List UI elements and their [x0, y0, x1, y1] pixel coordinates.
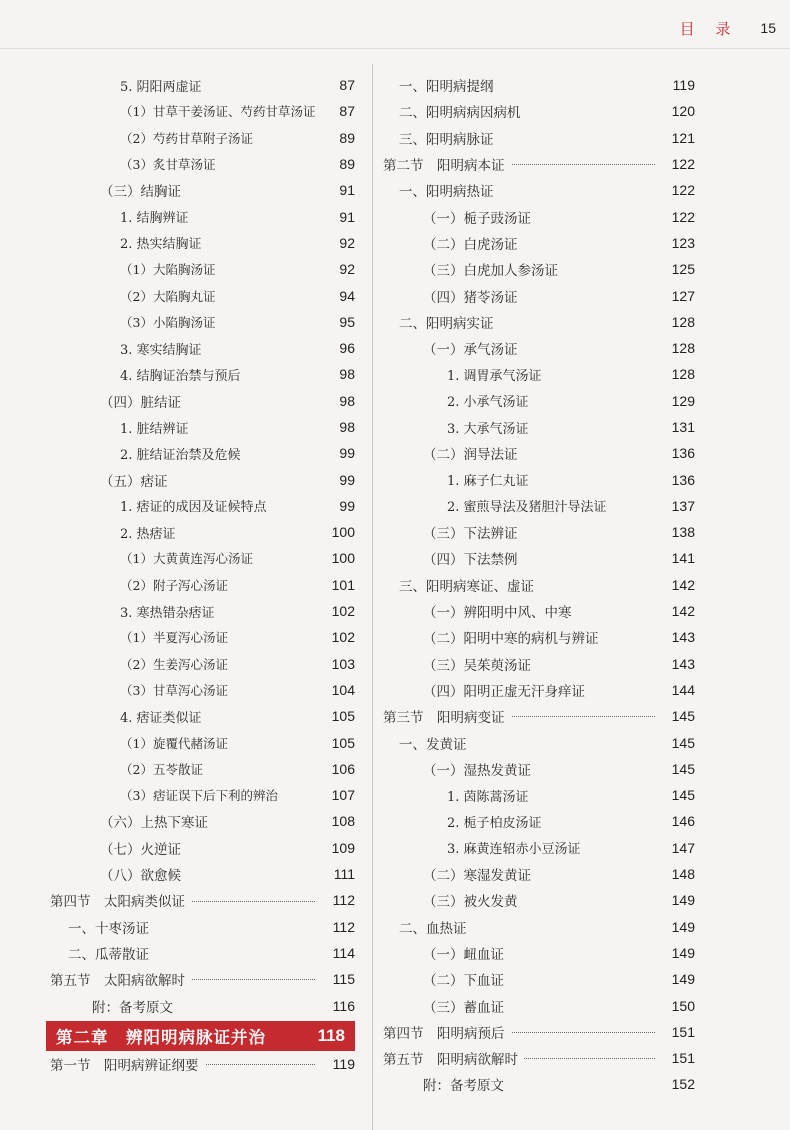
entry-title: （1）大陷胸汤证 [120, 262, 216, 278]
entry-title: （一）承气汤证 [423, 342, 518, 359]
toc-section [383, 151, 695, 177]
entry-page: 104 [331, 681, 355, 698]
entry-title: 4. 结胸证治禁与预后 [120, 368, 241, 384]
entry-title: 3. 寒实结胸证 [120, 342, 202, 358]
toc-entry [50, 177, 355, 203]
entry-title: 一、十枣汤证 [68, 920, 149, 937]
toc-entry [383, 177, 695, 203]
toc-section [50, 1051, 355, 1077]
entry-page: 147 [671, 839, 695, 856]
entry-page: 128 [671, 313, 695, 330]
entry-title: （六）上热下寒证 [100, 815, 208, 832]
entry-title: （一）衄血证 [423, 946, 504, 963]
entry-title: 1. 调胃承气汤证 [447, 368, 542, 384]
toc-entry [383, 598, 695, 624]
entry-title: 二、阳明病实证 [399, 315, 494, 332]
entry-page: 129 [671, 392, 695, 409]
entry-page: 89 [339, 129, 355, 146]
entry-title: （二）润导法证 [423, 447, 518, 464]
entry-title: （七）火逆证 [100, 841, 181, 858]
entry-page: 142 [671, 576, 695, 593]
toc-entry [50, 72, 355, 98]
toc-entry [383, 861, 695, 887]
entry-title: （3）甘草泻心汤证 [120, 682, 228, 698]
toc-entry [50, 203, 355, 229]
entry-page: 131 [671, 419, 695, 435]
toc-entry [50, 151, 355, 177]
entry-page: 116 [332, 997, 355, 1014]
header-page-number: 15 [760, 20, 776, 36]
entry-title: （二）白虎汤证 [423, 236, 518, 253]
toc-entry [50, 361, 355, 387]
entry-title: 第四节 太阳病类似证 [50, 890, 191, 910]
page-header [680, 16, 776, 40]
entry-page: 112 [332, 918, 355, 935]
toc-entry [383, 782, 695, 808]
toc-entry [50, 677, 355, 703]
entry-title: 二、血热证 [399, 920, 467, 937]
entry-title: 附：备考原文 [92, 999, 173, 1016]
toc-entry [383, 572, 695, 598]
entry-page: 145 [671, 760, 695, 777]
entry-title: （1）大黄黄连泻心汤证 [120, 551, 253, 567]
entry-title: （2）五苓散证 [120, 761, 203, 777]
toc-entry [50, 493, 355, 519]
toc-entry [50, 519, 355, 545]
entry-title: 附：备考原文 [423, 1078, 504, 1095]
entry-page: 137 [671, 497, 695, 514]
entry-page: 98 [339, 366, 355, 383]
toc-entry [383, 677, 695, 703]
toc-section [50, 887, 355, 913]
entry-title: （三）白虎加人参汤证 [423, 263, 558, 280]
toc-entry [50, 388, 355, 414]
entry-title: 三、阳明病脉证 [399, 131, 494, 148]
entry-page: 109 [331, 839, 355, 856]
toc-entry [50, 466, 355, 492]
entry-title: 1. 脏结辨证 [120, 421, 189, 437]
entry-page: 111 [333, 866, 355, 883]
toc-entry [383, 256, 695, 282]
toc-entry [383, 729, 695, 755]
entry-title: （1）半夏泻心汤证 [120, 630, 228, 646]
entry-page: 146 [671, 813, 695, 830]
entry-page: 99 [339, 497, 355, 514]
entry-title: 一、阳明病提纲 [399, 79, 494, 96]
toc-entry [383, 203, 695, 229]
entry-page: 149 [671, 971, 695, 988]
entry-title: （二）下血证 [423, 973, 504, 990]
entry-title: （1）旋覆代赭汤证 [120, 735, 228, 751]
entry-title: 2. 热痞证 [120, 526, 176, 542]
entry-page: 96 [339, 340, 355, 357]
entry-title: （2）芍药甘草附子汤证 [120, 130, 253, 146]
entry-page: 102 [331, 629, 355, 646]
toc-entry [50, 808, 355, 834]
entry-page: 121 [671, 129, 695, 146]
entry-page: 98 [339, 392, 355, 409]
entry-title: 二、阳明病病因病机 [399, 105, 521, 122]
entry-page: 91 [339, 182, 355, 199]
entry-page: 138 [671, 524, 695, 541]
entry-page: 142 [671, 603, 695, 620]
entry-page: 119 [672, 77, 695, 94]
toc-entry [383, 466, 695, 492]
toc-entry [383, 756, 695, 782]
entry-page: 127 [671, 287, 695, 304]
entry-title: （2）大陷胸丸证 [120, 288, 216, 304]
entry-page: 149 [671, 918, 695, 935]
entry-page: 92 [339, 234, 355, 251]
entry-page: 125 [671, 261, 695, 278]
entry-title: 第三节 阳明病变证 [383, 706, 511, 726]
entry-page: 143 [671, 629, 695, 646]
entry-page: 122 [666, 156, 695, 172]
entry-page: 136 [671, 445, 695, 462]
entry-page: 119 [327, 1056, 355, 1072]
entry-title: 5. 阴阳两虚证 [120, 79, 202, 95]
entry-title: （三）结胸证 [100, 184, 181, 201]
entry-title: （2）生姜泻心汤证 [120, 656, 228, 672]
toc-entry [383, 835, 695, 861]
toc-entry [383, 440, 695, 466]
entry-page: 106 [331, 760, 355, 777]
toc-entry [383, 519, 695, 545]
toc-entry [383, 966, 695, 992]
toc-entry [50, 335, 355, 361]
entry-title: （2）附子泻心汤证 [120, 577, 228, 593]
toc-entry [50, 98, 355, 124]
toc-entry [50, 440, 355, 466]
header-rule [0, 48, 790, 49]
toc-entry [383, 230, 695, 256]
entry-page: 89 [339, 156, 355, 173]
entry-page: 141 [671, 550, 695, 567]
entry-title: 4. 痞证类似证 [120, 710, 202, 726]
entry-page: 114 [332, 944, 355, 961]
entry-page: 100 [331, 550, 355, 567]
toc-entry [50, 414, 355, 440]
toc-section [50, 966, 355, 992]
toc-entry [383, 125, 695, 151]
entry-page: 152 [671, 1076, 695, 1093]
entry-title: （一）湿热发黄证 [423, 762, 531, 779]
toc-entry [383, 808, 695, 834]
toc-section [383, 1019, 695, 1045]
entry-page: 136 [671, 471, 695, 488]
entry-title: （三）被火发黄 [423, 894, 518, 911]
toc-entry [50, 756, 355, 782]
entry-page: 95 [339, 313, 355, 330]
toc-section [383, 703, 695, 729]
entry-title: 3. 大承气汤证 [447, 421, 529, 437]
toc-entry [383, 282, 695, 308]
entry-title: （五）痞证 [100, 473, 168, 490]
entry-title: （八）欲愈候 [100, 868, 181, 885]
toc-entry [383, 992, 695, 1018]
entry-page: 145 [671, 787, 695, 804]
entry-page: 99 [339, 445, 355, 462]
entry-page: 122 [671, 182, 695, 199]
toc-entry [50, 651, 355, 677]
entry-page: 107 [331, 787, 355, 804]
entry-page: 101 [331, 576, 355, 593]
entry-page: 123 [671, 234, 695, 251]
toc-entry [50, 729, 355, 755]
entry-page: 149 [671, 944, 695, 961]
toc-entry [50, 992, 355, 1018]
entry-title: 一、发黄证 [399, 736, 467, 753]
toc-entry [50, 598, 355, 624]
entry-title: 1. 结胸辨证 [120, 211, 189, 227]
entry-page: 120 [671, 103, 695, 120]
entry-title: 2. 蜜煎导法及猪胆汁导法证 [447, 500, 607, 516]
toc-entry [383, 335, 695, 361]
entry-page: 118 [317, 1025, 345, 1045]
entry-title: 第四节 阳明病预后 [383, 1022, 511, 1042]
entry-page: 87 [339, 77, 355, 94]
toc-entry [383, 98, 695, 124]
entry-page: 115 [327, 971, 355, 987]
entry-title: 三、阳明病寒证、虚证 [399, 578, 534, 595]
entry-title: （1）甘草干姜汤证、芍药甘草汤证 [120, 104, 316, 120]
entry-title: 第五节 太阳病欲解时 [50, 969, 191, 989]
entry-page: 102 [331, 603, 355, 620]
entry-page: 128 [671, 366, 695, 383]
toc-entry [50, 309, 355, 335]
entry-title: （二）阳明中寒的病机与辨证 [423, 631, 599, 648]
toc-chapter [46, 1021, 355, 1051]
entry-page: 91 [339, 208, 355, 225]
entry-title: （二）寒湿发黄证 [423, 868, 531, 885]
toc-entry [383, 414, 695, 440]
entry-title: （四）下法禁例 [423, 552, 518, 569]
toc-entry [383, 545, 695, 571]
entry-page: 94 [339, 287, 355, 304]
entry-page: 122 [671, 208, 695, 225]
entry-page: 145 [666, 708, 695, 724]
entry-title: 第二节 阳明病本证 [383, 154, 511, 174]
toc-entry [50, 572, 355, 598]
entry-title: 第五节 阳明病欲解时 [383, 1048, 524, 1068]
entry-page: 105 [331, 708, 355, 725]
toc-entry [50, 940, 355, 966]
toc-entry [50, 624, 355, 650]
toc-entry [383, 493, 695, 519]
entry-title: （一）栀子豉汤证 [423, 210, 531, 227]
header-title: 目 录 [679, 19, 739, 38]
entry-title: 2. 脏结证治禁及危候 [120, 447, 241, 463]
toc-entry [50, 782, 355, 808]
toc-entry [50, 282, 355, 308]
toc-entry [383, 624, 695, 650]
entry-page: 112 [327, 892, 355, 908]
entry-page: 148 [671, 866, 695, 883]
toc-entry [50, 914, 355, 940]
toc-entry [383, 887, 695, 913]
entry-title: 第一节 阳明病辨证纲要 [50, 1054, 205, 1074]
toc-entry [383, 1071, 695, 1097]
entry-title: （三）吴茱萸汤证 [423, 657, 531, 674]
toc-entry [50, 256, 355, 282]
toc-entry [383, 309, 695, 335]
entry-title: （四）脏结证 [100, 394, 181, 411]
entry-title: （四）猪苓汤证 [423, 289, 518, 306]
toc-entry [383, 72, 695, 98]
entry-page: 87 [339, 103, 355, 120]
toc-left-column [50, 72, 355, 1077]
entry-page: 144 [671, 681, 695, 698]
entry-title: （3）炙甘草汤证 [120, 157, 216, 173]
entry-page: 151 [666, 1024, 695, 1040]
toc-entry [383, 914, 695, 940]
entry-title: 1. 茵陈蒿汤证 [447, 789, 529, 805]
entry-page: 103 [331, 655, 355, 672]
entry-title: 第二章 辨阳明病脉证并治 [56, 1027, 266, 1047]
entry-page: 150 [671, 997, 695, 1014]
toc-right-column [383, 72, 695, 1098]
entry-page: 108 [331, 813, 355, 830]
toc-entry [50, 545, 355, 571]
entry-page: 99 [339, 471, 355, 488]
toc-entry [50, 703, 355, 729]
entry-page: 151 [666, 1050, 695, 1066]
entry-title: 2. 栀子柏皮汤证 [447, 815, 542, 831]
toc-section [383, 1045, 695, 1071]
entry-title: 二、瓜蒂散证 [68, 946, 149, 963]
entry-page: 105 [331, 734, 355, 751]
entry-title: （3）小陷胸汤证 [120, 314, 216, 330]
toc-entry [383, 388, 695, 414]
toc-entry [50, 230, 355, 256]
entry-title: 3. 麻黄连轺赤小豆汤证 [447, 842, 581, 858]
entry-page: 149 [671, 892, 695, 909]
entry-page: 92 [339, 261, 355, 278]
toc-entry [50, 125, 355, 151]
entry-page: 145 [671, 734, 695, 751]
entry-title: 一、阳明病热证 [399, 184, 494, 201]
entry-title: （3）痞证误下后下利的辨治 [120, 788, 278, 804]
entry-title: 2. 热实结胸证 [120, 237, 202, 253]
toc-entry [50, 835, 355, 861]
column-divider [372, 64, 373, 1130]
entry-title: （三）蓄血证 [423, 999, 504, 1016]
toc-entry [383, 361, 695, 387]
entry-page: 100 [331, 524, 355, 541]
toc-entry [383, 940, 695, 966]
toc-entry [383, 651, 695, 677]
entry-page: 98 [339, 419, 355, 435]
entry-title: （三）下法辨证 [423, 526, 518, 543]
entry-title: 2. 小承气汤证 [447, 395, 529, 411]
toc-entry [50, 861, 355, 887]
entry-title: （一）辨阳明中风、中寒 [423, 605, 572, 622]
entry-title: 1. 痞证的成因及证候特点 [120, 500, 267, 516]
entry-page: 128 [671, 340, 695, 357]
entry-page: 143 [671, 655, 695, 672]
entry-title: 1. 麻子仁丸证 [447, 474, 529, 490]
entry-title: （四）阳明正虚无汗身痒证 [423, 683, 585, 700]
entry-title: 3. 寒热错杂痞证 [120, 605, 215, 621]
